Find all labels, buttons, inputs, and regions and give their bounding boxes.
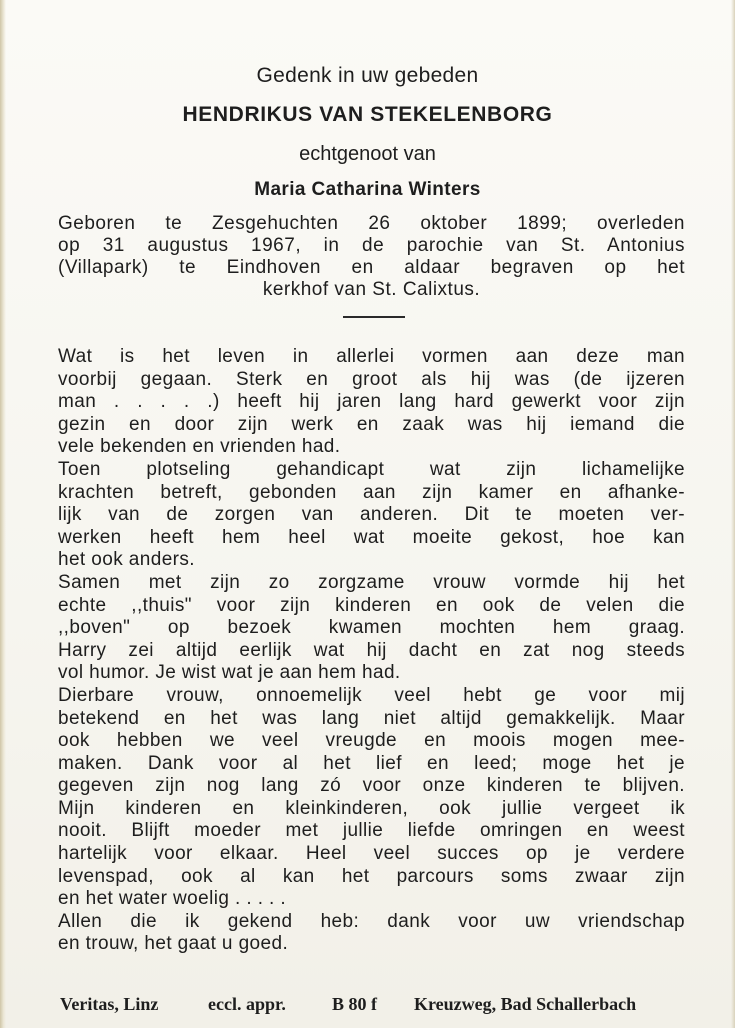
text-line: vele bekenden en vrienden had. bbox=[58, 436, 341, 458]
text-line: Samen met zijn zo zorgzame vrouw vormde hij het bbox=[58, 571, 685, 593]
text-line: nooit. Blijft moeder met jullie liefde omringen en weest bbox=[58, 820, 685, 842]
text-line: en het water woelig . . . . . bbox=[58, 888, 287, 910]
deceased-name: HENDRIKUS VAN STEKELENBORG bbox=[182, 103, 553, 126]
text-line: voorbij gegaan. Sterk en groot als hij was (de ijzeren bbox=[58, 368, 685, 390]
memorial-text bbox=[58, 346, 685, 956]
footer-publisher: Veritas, Linz bbox=[60, 994, 159, 1014]
intro-line: Gedenk in uw gebeden bbox=[256, 64, 479, 87]
text-line: ,,boven" op bezoek kwamen mochten hem graag. bbox=[58, 617, 685, 639]
footer-approval: eccl. appr. bbox=[208, 994, 286, 1014]
text-line: het ook anders. bbox=[58, 549, 195, 571]
text-line: en trouw, het gaat u goed. bbox=[58, 933, 289, 955]
text-line: maken. Dank voor al het lief en leed; moge het je bbox=[58, 752, 685, 774]
text-line: Wat is het leven in allerlei vormen aan deze man bbox=[58, 346, 685, 367]
text-line: betekend en het was lang niet altijd gemakkelijk. Maar bbox=[58, 707, 685, 729]
printer-footer bbox=[60, 994, 692, 1020]
text-line: man . . . . .) heeft hij jaren lang hard gewerkt voor zijn bbox=[58, 391, 685, 413]
biography bbox=[58, 213, 685, 301]
text-line: Toen plotseling gehandicapt wat zijn lichamelijke bbox=[58, 458, 685, 480]
bio-line: Geboren te Zesgehuchten 26 oktober 1899; overleden bbox=[58, 213, 685, 234]
text-line: vol humor. Je wist wat je aan hem had. bbox=[58, 662, 401, 684]
text-line: krachten betreft, gebonden aan zijn kamer en afhanke- bbox=[58, 481, 685, 503]
bio-line: op 31 augustus 1967, in de parochie van St. Antonius bbox=[58, 235, 685, 256]
divider-rule bbox=[343, 316, 405, 318]
footer-origin: Kreuzweg, Bad Schallerbach bbox=[414, 994, 637, 1014]
spouse-label: echtgenoot van bbox=[299, 143, 436, 165]
text-line: ook hebben we veel vreugde en moois mogen mee- bbox=[58, 730, 685, 752]
text-line: Allen die ik gekend heb: dank voor uw vriendschap bbox=[58, 910, 685, 932]
text-line: werken heeft hem heel wat moeite gekost, hoe kan bbox=[58, 526, 685, 548]
text-line: echte ,,thuis" voor zijn kinderen en ook de velen die bbox=[58, 594, 685, 616]
bio-line: (Villapark) te Eindhoven en aldaar begraven op het bbox=[58, 257, 685, 278]
text-line: gezin en door zijn werk en zaak was hij iemand die bbox=[58, 413, 685, 435]
text-line: Mijn kinderen en kleinkinderen, ook jullie vergeet ik bbox=[58, 797, 685, 819]
text-line: hartelijk voor elkaar. Heel veel succes op je verdere bbox=[58, 843, 685, 865]
footer-code: B 80 f bbox=[332, 994, 377, 1014]
text-line: Harry zei altijd eerlijk wat hij dacht en zat nog steeds bbox=[58, 639, 685, 661]
bio-line: kerkhof van St. Calixtus. bbox=[262, 279, 481, 300]
text-line: Dierbare vrouw, onnoemelijk veel hebt ge voor mij bbox=[58, 684, 685, 706]
text-line: gegeven zijn nog lang zó voor onze kinderen te blijven. bbox=[58, 775, 685, 797]
text-line: lijk van de zorgen van anderen. Dit te moeten ver- bbox=[58, 504, 685, 526]
text-line: levenspad, ook al kan het parcours soms zwaar zijn bbox=[58, 865, 685, 887]
spouse-name: Maria Catharina Winters bbox=[254, 179, 481, 200]
